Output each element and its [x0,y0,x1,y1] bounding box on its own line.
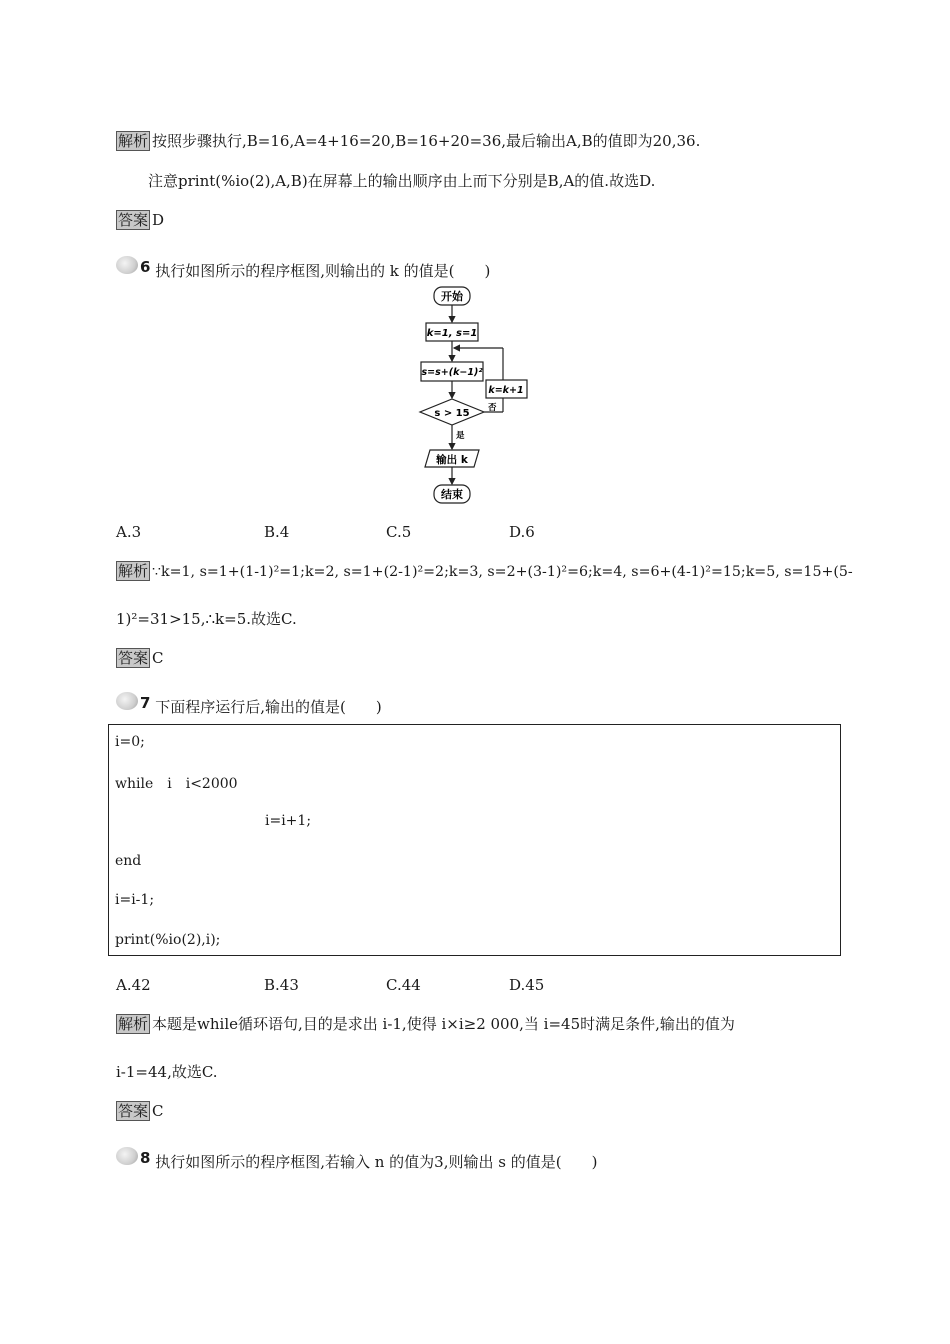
flow-decision-label: s > 15 [434,408,470,419]
q6-stem [116,257,490,281]
q6-flowchart [408,284,538,510]
code-line-5: i=i-1; [115,892,155,908]
analysis-tag: 解析 [118,132,149,150]
question-text: 下面程序运行后,输出的值是( ) [155,698,382,716]
analysis-text: 本题是while循环语句,目的是求出 i-1,使得 i×i≥2 000,当 i=45时满足条件,输出的值为 [152,1015,735,1033]
code-line-6: print(%io(2),i); [115,932,221,948]
q7-analysis-line-1 [116,1014,735,1034]
q7-stem [116,693,382,717]
q6-analysis-line-2: 1)²=31>15,∴k=5.故选C. [116,610,297,628]
analysis-tag: 解析 [118,562,149,580]
option-a: A.42 [116,976,151,994]
question-text: 执行如图所示的程序框图,则输出的 k 的值是( ) [155,262,491,280]
code-line-4: end [115,853,142,869]
flow-increment-label: k=k+1 [488,385,524,396]
flow-process-label: s=s+(k−1)² [421,367,483,378]
question-bubble-icon [116,1147,138,1165]
analysis-tag: 解析 [118,1015,149,1033]
question-bubble-icon [116,692,138,710]
analysis-text: ∵k=1, s=1+(1-1)²=1;k=2, s=1+(2-1)²=2;k=3, s=2+(3-1)²=6;k=4, s=6+(4-1)²=15;k=5, s=15+(5- [152,564,853,580]
answer-value: D [152,211,165,229]
analysis-text: 按照步骤执行,B=16,A=4+16=20,B=16+20=36,最后输出A,B的值即为20,36. [152,132,701,150]
q6-answer [116,648,164,668]
flow-init-label: k=1, s=1 [426,328,478,339]
flow-no-label: 否 [488,403,497,413]
code-line-1: i=0; [115,734,145,750]
answer-tag: 答案 [118,1102,149,1120]
option-a: A.3 [116,523,142,541]
option-c: C.5 [386,523,412,541]
flow-output-label: 输出 k [436,454,468,466]
answer-value: C [152,649,164,667]
code-line-2: while i i<2000 [115,776,238,792]
q6-analysis-line-1 [116,561,853,582]
answer-value: C [152,1102,164,1120]
q5-analysis-line-1 [116,131,700,151]
q7-code-box [108,724,841,956]
q5-answer [116,210,164,230]
option-d: D.6 [509,523,535,541]
q5-analysis-line-2: 注意print(%io(2),A,B)在屏幕上的输出顺序由上而下分别是B,A的值.故选D. [148,172,656,190]
question-number: 6 [140,258,151,276]
question-bubble-icon [116,256,138,274]
question-number: 7 [140,694,151,712]
flow-yes-label: 是 [456,431,465,441]
answer-tag: 答案 [118,649,149,667]
question-text: 执行如图所示的程序框图,若输入 n 的值为3,则输出 s 的值是( ) [155,1153,598,1171]
q7-analysis-line-2: i-1=44,故选C. [116,1063,218,1081]
option-b: B.4 [264,523,290,541]
flow-end-label: 结束 [441,488,463,501]
question-number: 8 [140,1149,151,1167]
option-c: C.44 [386,976,421,994]
answer-tag: 答案 [118,211,149,229]
q8-stem [116,1148,597,1172]
flow-start-label: 开始 [441,290,463,303]
code-line-3: i=i+1; [265,813,312,829]
q7-answer [116,1101,164,1121]
option-b: B.43 [264,976,299,994]
option-d: D.45 [509,976,545,994]
